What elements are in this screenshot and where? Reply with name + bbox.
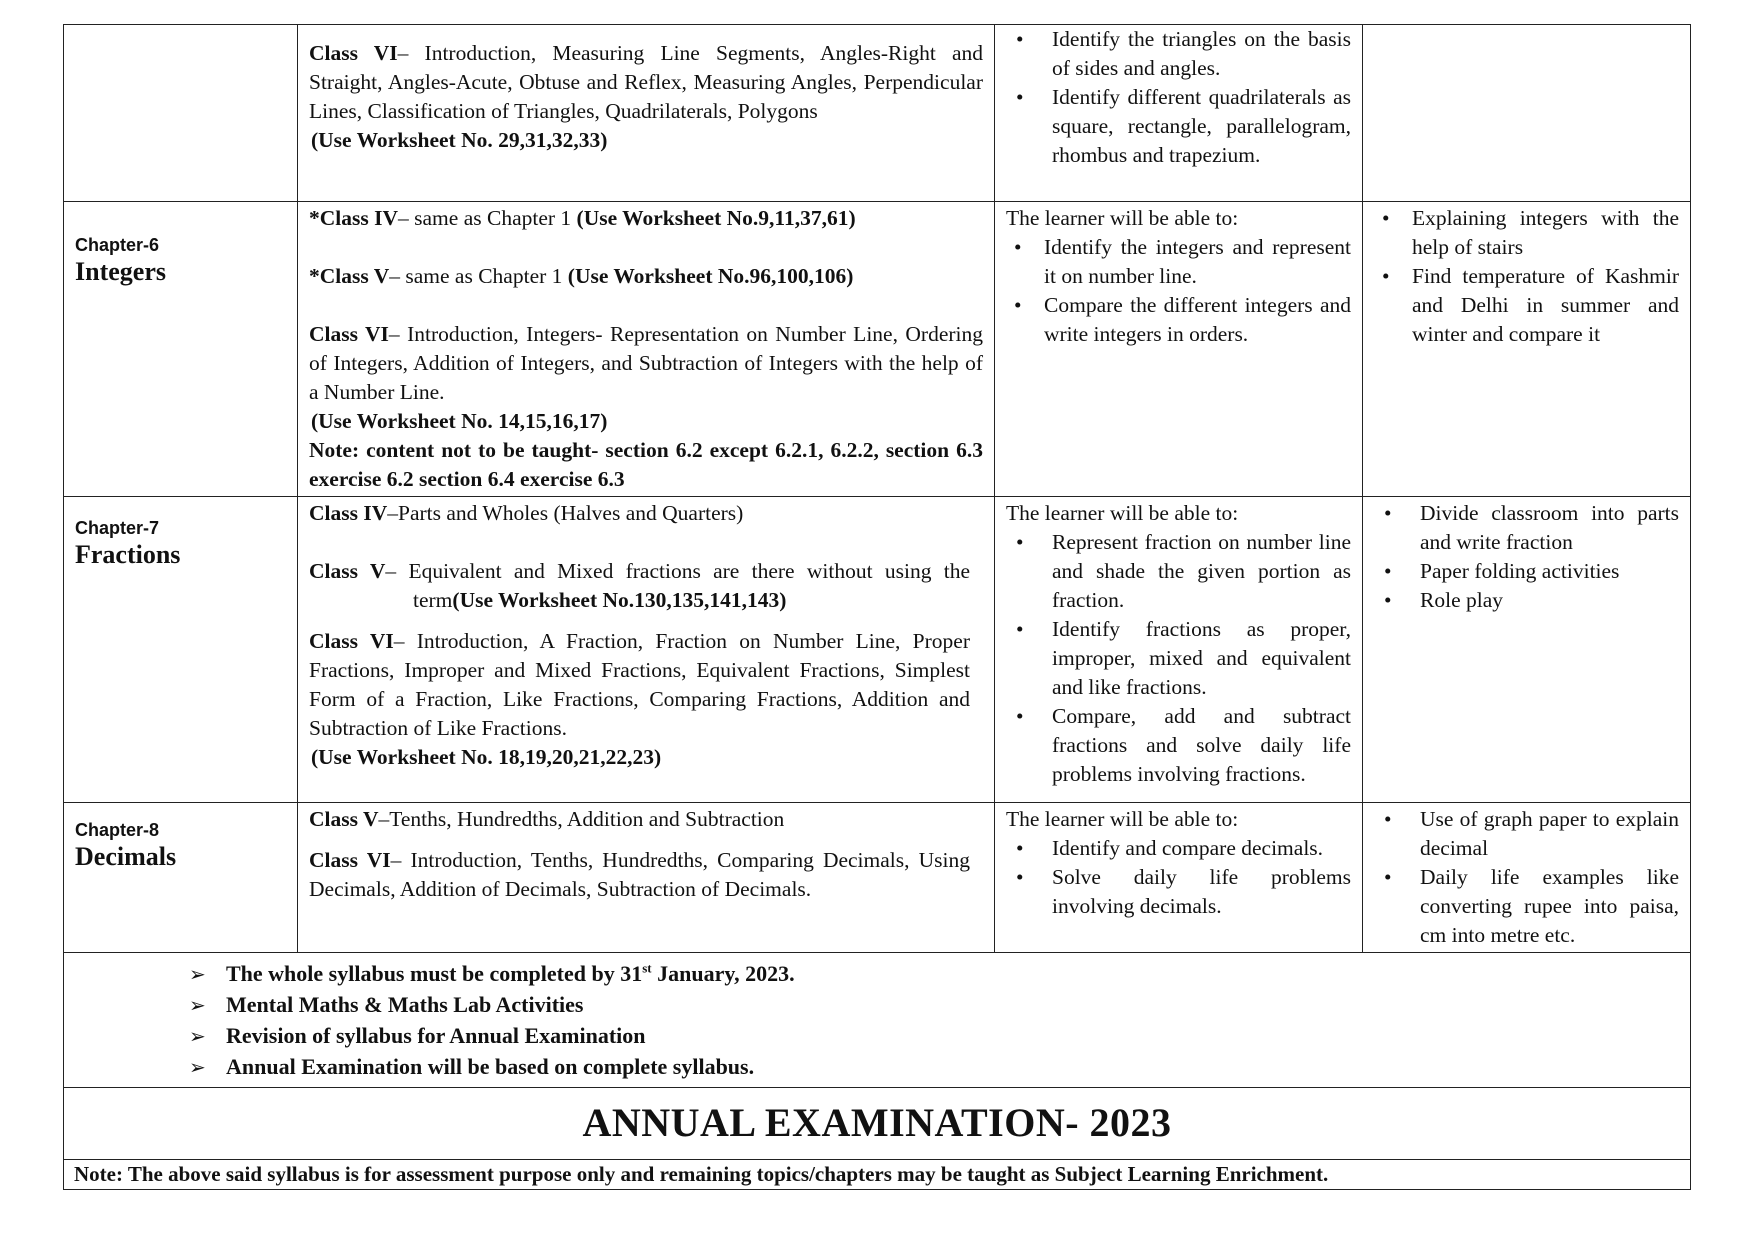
activities-cell <box>1363 497 1691 803</box>
syllabus-table <box>63 24 1691 1190</box>
bullet-icon: • <box>1384 588 1392 612</box>
activities-list <box>1374 805 1679 950</box>
bullet-icon: • <box>1014 293 1022 317</box>
chapter-number: Chapter-8 <box>75 820 160 840</box>
chapter-number: Chapter-7 <box>75 518 160 538</box>
final-note-item: ➢ Mental Maths & Maths Lab Activities <box>189 990 1690 1021</box>
worksheet-ref: (Use Worksheet No. 18,19,20,21,22,23) <box>311 745 662 769</box>
footnote-cell <box>64 1160 1691 1190</box>
bullet-icon: • <box>1016 704 1024 728</box>
worksheet-ref: (Use Worksheet No. 29,31,32,33) <box>311 128 608 152</box>
arrow-bullet-icon: ➢ <box>189 1057 206 1079</box>
worksheet-ref: (Use Worksheet No.96,100,106) <box>567 264 854 288</box>
syllabus-page <box>63 24 1690 1190</box>
list-item: • Find temperature of Kashmir and Delhi in summer and winter and compare it <box>1382 264 1679 346</box>
chapter-number: Chapter-6 <box>75 235 160 255</box>
class-iv-content: *Class IV– same as Chapter 1 (Use Worksheet No.9,11,37,61) <box>309 206 856 230</box>
list-item: • Explaining integers with the help of stairs <box>1382 206 1679 259</box>
bullet-icon: • <box>1382 264 1390 288</box>
exam-heading-cell <box>64 1088 1691 1160</box>
list-item: • Compare, add and subtract fractions and solve daily life problems involving fractions. <box>1016 704 1351 786</box>
content-cell <box>298 803 995 953</box>
bullet-icon: • <box>1016 617 1024 641</box>
exclusion-note: Note: content not to be taught- section 6.2 except 6.2.1, 6.2.2, section 6.3 exercise 6.2 section 6.4 exercise 6.3 <box>309 438 983 491</box>
list-item: • Daily life examples like converting rupee into paisa, cm into metre etc. <box>1384 865 1679 947</box>
bullet-icon: • <box>1016 530 1024 554</box>
table-row <box>64 25 1691 202</box>
final-notes <box>64 953 1690 1087</box>
list-item: • Divide classroom into parts and write fraction <box>1384 501 1679 554</box>
outcomes-cell <box>995 25 1363 202</box>
list-item: • Represent fraction on number line and shade the given portion as fraction. <box>1016 530 1351 612</box>
table-row <box>64 202 1691 497</box>
worksheet-ref: (Use Worksheet No.9,11,37,61) <box>576 206 856 230</box>
outcomes-intro: The learner will be able to: <box>1006 807 1239 831</box>
final-note-item: ➢ Revision of syllabus for Annual Examination <box>189 1021 1690 1052</box>
bullet-icon: • <box>1016 865 1024 889</box>
arrow-bullet-icon: ➢ <box>189 995 206 1017</box>
class-iv-content: Class IV–Parts and Wholes (Halves and Quarters) <box>309 501 744 525</box>
chapter-cell <box>64 202 298 497</box>
outcomes-intro: The learner will be able to: <box>1006 206 1239 230</box>
activities-cell <box>1363 202 1691 497</box>
class-v-content: *Class V– same as Chapter 1 (Use Worksheet No.96,100,106) <box>309 264 854 288</box>
class-v-content: Class V– Equivalent and Mixed fractions are there without using the term(Use Worksheet No.130,135,141,143) <box>309 559 970 612</box>
chapter-cell <box>64 497 298 803</box>
outcomes-list <box>1006 528 1351 789</box>
outcomes-intro: The learner will be able to: <box>1006 501 1239 525</box>
table-row <box>64 803 1691 953</box>
class-vi-content: Class VI– Introduction, Tenths, Hundredths, Comparing Decimals, Using Decimals, Addition of Decimals, Subtraction of Decimals. <box>309 848 970 901</box>
chapter-title: Integers <box>75 257 166 286</box>
chapter-title: Fractions <box>75 540 181 569</box>
bullet-icon: • <box>1016 85 1024 109</box>
content-cell <box>298 497 995 803</box>
arrow-bullet-icon: ➢ <box>189 1026 206 1048</box>
worksheet-ref: (Use Worksheet No. 14,15,16,17) <box>311 409 608 433</box>
outcomes-list <box>1006 233 1351 349</box>
list-item: • Compare the different integers and write integers in orders. <box>1014 293 1351 346</box>
bullet-icon: • <box>1382 206 1390 230</box>
list-item: • Identify the integers and represent it on number line. <box>1014 235 1351 288</box>
final-notes-row <box>64 953 1691 1088</box>
bullet-icon: • <box>1016 836 1024 860</box>
footnote: Note: The above said syllabus is for assessment purpose only and remaining topics/chapters may be taught as Subject Learning Enrichment. <box>74 1162 1329 1186</box>
chapter-cell <box>64 803 298 953</box>
list-item: • Identify the triangles on the basis of sides and angles. <box>1016 27 1351 80</box>
activities-list <box>1374 499 1679 615</box>
list-item: • Identify and compare decimals. <box>1006 834 1351 863</box>
bullet-icon: • <box>1384 559 1392 583</box>
content-cell <box>298 202 995 497</box>
chapter-cell <box>64 25 298 202</box>
bullet-icon: • <box>1014 235 1022 259</box>
bullet-icon: • <box>1016 27 1024 51</box>
class-v-content: Class V–Tenths, Hundredths, Addition and Subtraction <box>309 807 785 831</box>
activities-cell <box>1363 25 1691 202</box>
bullet-icon: • <box>1384 865 1392 889</box>
table-row <box>64 497 1691 803</box>
deadline-note: ➢ The whole syllabus must be completed by 31st January, 2023. <box>189 959 1690 990</box>
bullet-icon: • <box>1384 501 1392 525</box>
list-item: • Solve daily life problems involving decimals. <box>1016 865 1351 918</box>
worksheet-ref: (Use Worksheet No.130,135,141,143) <box>452 588 787 612</box>
outcomes-list <box>1006 25 1351 170</box>
activities-list <box>1374 204 1679 349</box>
class-vi-content: Class VI– Introduction, Measuring Line Segments, Angles-Right and Straight, Angles-Acute, Obtuse and Reflex, Measuring Angles, Perpendicular Lines, Classification of Triangles, Quadrilaterals, Polygons <box>309 41 983 123</box>
bullet-icon: • <box>1384 807 1392 831</box>
outcomes-cell <box>995 803 1363 953</box>
list-item: • Paper folding activities <box>1374 557 1679 586</box>
class-vi-content: Class VI– Introduction, Integers- Representation on Number Line, Ordering of Integers, Addition of Integers, and Subtraction of Integers with the help of a Number Line. <box>309 322 983 404</box>
content-cell <box>298 25 995 202</box>
class-vi-content: Class VI– Introduction, A Fraction, Fraction on Number Line, Proper Fractions, Improper and Mixed Fractions, Equivalent Fractions, Simplest Form of a Fraction, Like Fractions, Comparing Fractions, Addition and Subtraction of Like Fractions. <box>309 629 971 740</box>
outcomes-cell <box>995 202 1363 497</box>
chapter-title: Decimals <box>75 842 177 871</box>
outcomes-list <box>1006 834 1351 921</box>
outcomes-cell <box>995 497 1363 803</box>
final-note-item: ➢ Annual Examination will be based on complete syllabus. <box>189 1052 1690 1083</box>
list-item: • Identify fractions as proper, improper, mixed and equivalent and like fractions. <box>1016 617 1351 699</box>
list-item: • Identify different quadrilaterals as square, rectangle, parallelogram, rhombus and trapezium. <box>1016 85 1351 167</box>
exam-heading-row <box>64 1088 1691 1160</box>
list-item: • Use of graph paper to explain decimal <box>1384 807 1679 860</box>
activities-cell <box>1363 803 1691 953</box>
arrow-bullet-icon: ➢ <box>189 964 206 986</box>
final-notes-cell <box>64 953 1691 1088</box>
exam-heading: ANNUAL EXAMINATION- 2023 <box>582 1100 1172 1145</box>
footnote-row <box>64 1160 1691 1190</box>
list-item: • Role play <box>1374 586 1679 615</box>
